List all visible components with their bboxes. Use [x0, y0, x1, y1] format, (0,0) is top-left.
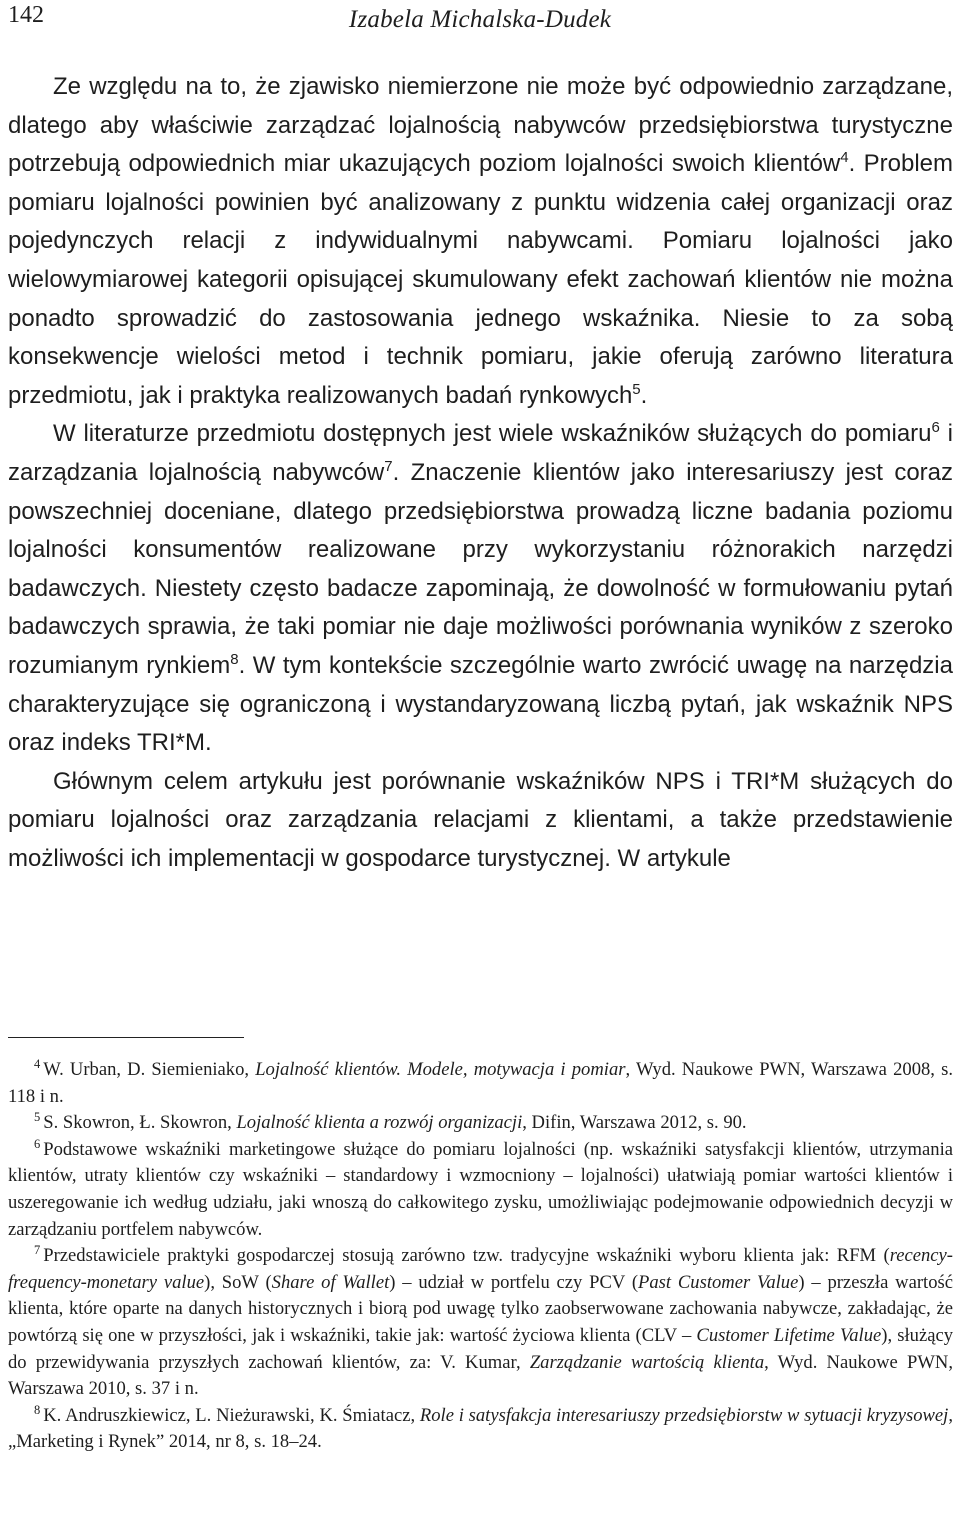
footnote-7-text-c: ) – udział w portfelu czy PCV ( — [389, 1271, 639, 1293]
footnote-4 — [8, 1057, 953, 1110]
footnote-7-text-a: Przedstawiciele praktyki gospodarczej stosują zarówno tzw. tradycyjne wskaźniki wyboru klienta jak: RFM ( — [43, 1245, 890, 1267]
footnote-5-number: 5 — [34, 1110, 41, 1124]
paragraph-2-text-b: i zarządzania lojalnością nabywców — [8, 420, 954, 486]
footnote-7-italic-4: Customer Lifetime Value — [696, 1324, 882, 1346]
page-number: 142 — [8, 2, 44, 28]
footnote-7-text-b: ), SoW ( — [204, 1271, 272, 1293]
paragraph-1 — [8, 68, 953, 415]
footnote-7-italic-2: Share of Wallet — [271, 1271, 390, 1293]
footnote-7 — [8, 1243, 953, 1403]
footnote-8-text-b: , „Marketing i Rynek” 2014, nr 8, s. 18–24. — [8, 1404, 953, 1453]
footnote-ref-6[interactable]: 6 — [931, 419, 940, 437]
paragraph-1-text-c: . — [640, 381, 648, 409]
footnote-4-text-b: , Wyd. Naukowe PWN, Warszawa 2008, s. 118 i n. — [8, 1059, 953, 1107]
footnote-7-text-e: ), służący do przewidywania przyszłych zachowań klientów, za: V. Kumar, — [8, 1324, 953, 1373]
footnote-ref-7[interactable]: 7 — [384, 457, 393, 475]
footnote-4-number: 4 — [34, 1056, 41, 1071]
paragraph-2-text-a: W literaturze przedmiotu dostępnych jest wiele wskaźników służących do pomiaru — [53, 420, 932, 448]
footnote-7-italic-3: Past Customer Value — [638, 1271, 799, 1293]
footnote-7-italic-5: Zarządzanie wartością klienta — [529, 1351, 765, 1373]
footnote-6 — [8, 1137, 953, 1243]
footnote-6-text: Podstawowe wskaźniki marketingowe służące do pomiaru lojalności (np. wskaźniki satysfakcji klientów, utrzymania klientów, utraty klientów czy wskaźniki – standardowy i wzmocniony – lojalności) ułatwiają pomiar wartości klientów i uszeregowanie ich według udziału, jaki wnoszą do całkowitego zysku, umożliwiając podejmowanie odpowiednich decyzji w zarządzaniu portfelem nabywców. — [8, 1138, 953, 1240]
footnote-5 — [8, 1110, 953, 1137]
paragraph-2-text-d: . W tym kontekście szczególnie warto zwrócić uwagę na narzędzia charakteryzujące się ograniczoną i wystandaryzowaną liczbą pytań, jak wskaźnik NPS oraz indeks TRI*M. — [8, 651, 953, 757]
footnote-8-number: 8 — [34, 1402, 41, 1417]
running-header-author: Izabela Michalska-Dudek — [348, 6, 612, 33]
footnote-7-text-d: ) – przeszła wartość klienta, które oparte na danych historycznych i biorą pod uwagę tylko zaobserwowane zachowania nabywcze, zakładając, że powtórzą się one w przyszłości, jak i wskaźniki, takie jak: wartość życiowa klienta (CLV – — [8, 1271, 953, 1346]
footnote-7-number: 7 — [34, 1242, 41, 1257]
footnote-7-italic-1: recency-frequency-monetary value — [8, 1245, 953, 1293]
main-text — [8, 68, 953, 878]
footnote-5-text-a: S. Skowron, Ł. Skowron, — [43, 1112, 237, 1134]
paragraph-1-text-b: . Problem pomiaru lojalności powinien być analizowany z punktu widzenia całej organizacji oraz pojedynczych relacji z indywidualnymi nabywcami. Pomiaru lojalności jako wielowymiarowej kategorii opisującej skumulowany efekt zachowań klientów nie można ponadto sprowadzić do zastosowania jednego wskaźnika. Niesie to za sobą konsekwencje wielości metod i technik pomiaru, jakie oferują zarówno literatura przedmiotu, jak i praktyka realizowanych badań rynkowych — [8, 150, 954, 409]
footnote-4-text-a: W. Urban, D. Siemieniako, — [43, 1059, 256, 1080]
footnote-5-text-b: , Difin, Warszawa 2012, s. 90. — [522, 1112, 747, 1134]
footnote-8-text-a: K. Andruszkiewicz, L. Nieżurawski, K. Śmiatacz, — [43, 1404, 420, 1426]
footnote-ref-5[interactable]: 5 — [632, 380, 641, 398]
paragraph-3 — [8, 763, 953, 879]
footnote-ref-8[interactable]: 8 — [230, 650, 239, 668]
footnote-ref-4[interactable]: 4 — [840, 149, 849, 167]
footnote-4-title: Lojalność klientów. Modele, motywacja i pomiar — [255, 1059, 626, 1080]
footnote-7-text-f: , Wyd. Naukowe PWN, Warszawa 2010, s. 37 i n. — [8, 1351, 953, 1400]
paragraph-3-text: Głównym celem artykułu jest porównanie wskaźników NPS i TRI*M służących do pomiaru lojalności oraz zarządzania relacjami z klientami, a także przedstawienie możliwości ich implementacji w gospodarce turystycznej. W artykule — [8, 767, 953, 872]
footnote-8-title: Role i satysfakcja interesariuszy przedsiębiorstw w sytuacji kryzysowej — [419, 1404, 949, 1426]
paragraph-1-text-a: Ze względu na to, że zjawisko niemierzone nie może być odpowiednio zarządzane, dlatego aby właściwie zarządzać lojalnością nabywców przedsiębiorstwa turystyczne potrzebują odpowiednich miar ukazujących poziom lojalności swoich klientów — [8, 73, 953, 178]
paragraph-2-text-c: . Znaczenie klientów jako interesariuszy jest coraz powszechniej doceniane, dlatego przedsiębiorstwa prowadzą liczne badania poziomu lojalności konsumentów realizowane przy wykorzystaniu różnorakich narzędzi badawczych. Niestety często badacze zapominają, że dowolność w formułowaniu pytań badawczych sprawia, że taki pomiar nie daje możliwości porównania wyników z szeroko rozumianym rynkiem — [8, 458, 953, 679]
footnote-divider — [8, 1037, 244, 1038]
footnote-6-number: 6 — [34, 1136, 41, 1151]
footnote-8 — [8, 1403, 953, 1456]
paragraph-2 — [8, 415, 953, 762]
footnote-5-title: Lojalność klienta a rozwój organizacji — [236, 1112, 523, 1134]
footnotes — [8, 1057, 953, 1456]
